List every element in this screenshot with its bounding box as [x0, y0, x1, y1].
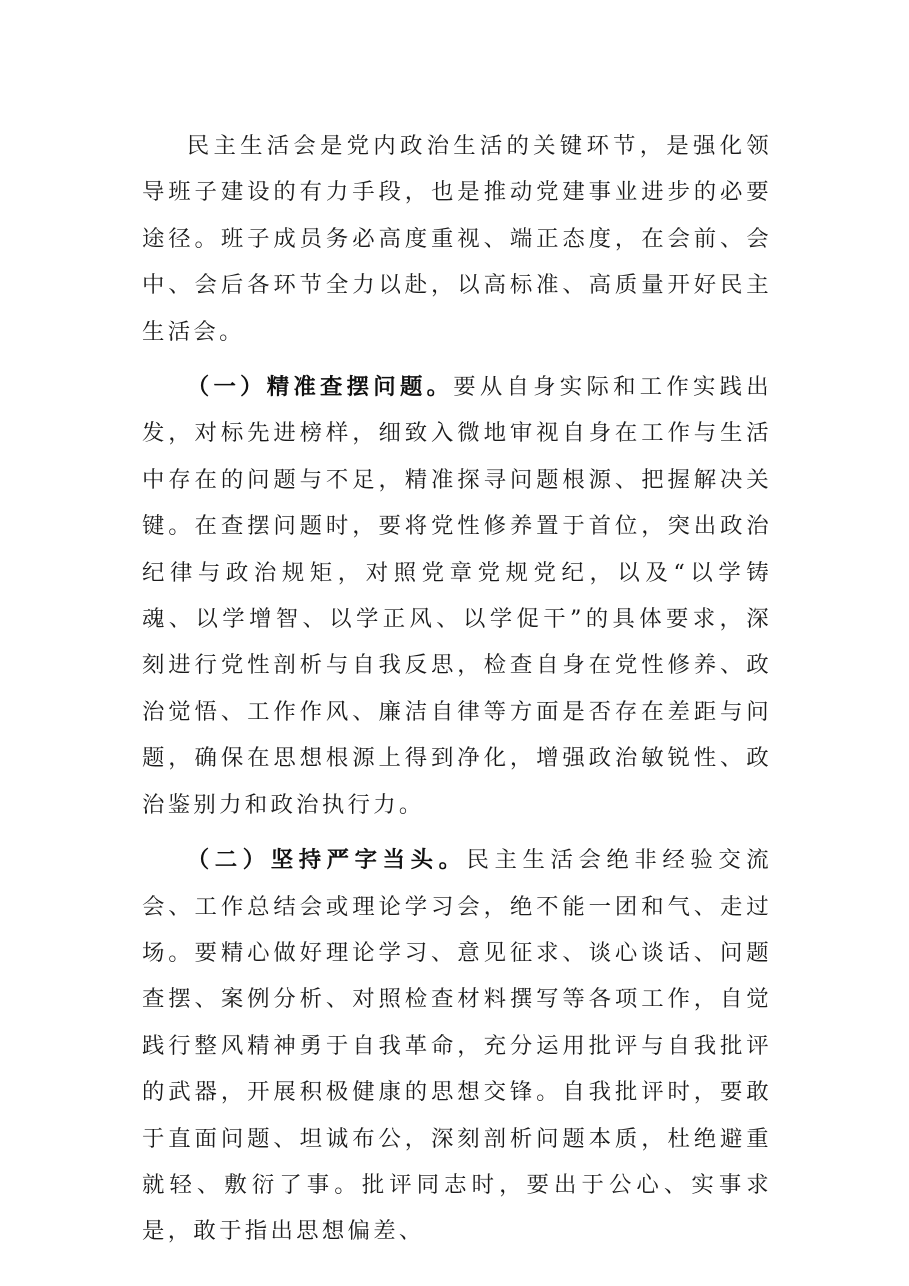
section-heading: （一）精准查摆问题。: [186, 374, 454, 401]
document-body: [142, 123, 772, 1255]
paragraph-section-1: [142, 364, 772, 828]
paragraph-section-2: [142, 837, 772, 1255]
paragraph-text: 民主生活会是党内政治生活的关键环节，是强化领导班子建设的有力手段，也是推动党建事业进步的必要途径。班子成员务必高度重视、端正态度，在会前、会中、会后各环节全力以赴，以高标准、高质量开好民主生活会。: [142, 133, 772, 345]
paragraph-intro: [142, 123, 772, 355]
paragraph-text: 要从自身实际和工作实践出发，对标先进榜样，细致入微地审视自身在工作与生活中存在的问题与不足，精准探寻问题根源、把握解决关键。在查摆问题时，要将党性修养置于首位，突出政治纪律与政治规矩，对照党章党规党纪，以及“以学铸魂、以学增智、以学正风、以学促干”的具体要求，深刻进行党性剖析与自我反思，检查自身在党性修养、政治觉悟、工作作风、廉洁自律等方面是否存在差距与问题，确保在思想根源上得到净化，增强政治敏锐性、政治鉴别力和政治执行力。: [142, 374, 772, 818]
paragraph-text: 民主生活会绝非经验交流会、工作总结会或理论学习会，绝不能一团和气、走过场。要精心做好理论学习、意见征求、谈心谈话、问题查摆、案例分析、对照检查材料撰写等各项工作，自觉践行整风精神勇于自我革命，充分运用批评与自我批评的武器，开展积极健康的思想交锋。自我批评时，要敢于直面问题、坦诚布公，深刻剖析问题本质，杜绝避重就轻、敷衍了事。批评同志时，要出于公心、实事求是，敢于指出思想偏差、: [142, 847, 772, 1245]
section-heading: （二）坚持严字当头。: [186, 847, 467, 874]
